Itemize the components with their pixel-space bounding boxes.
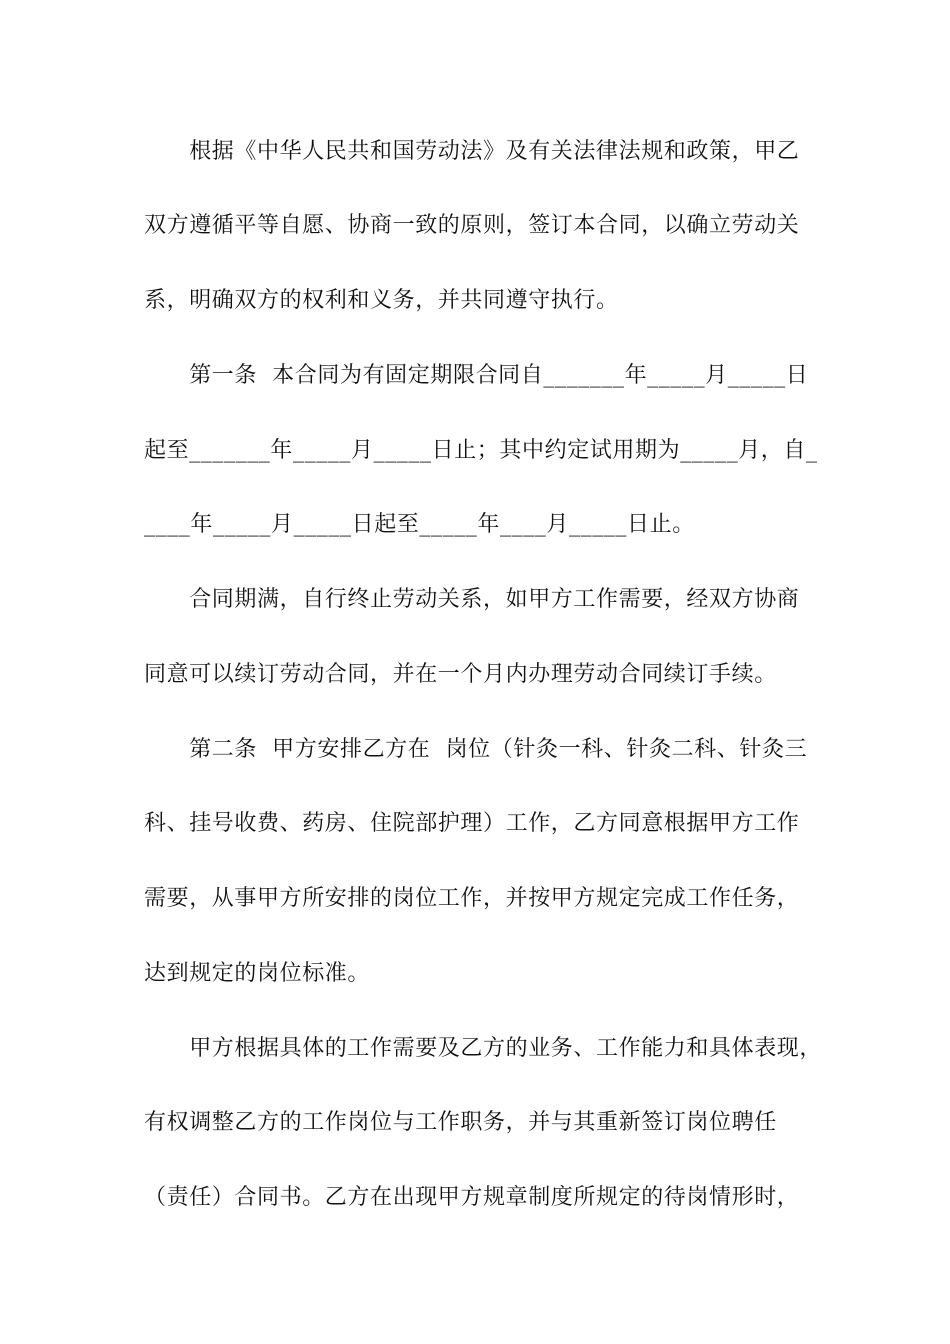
text-line: 达到规定的岗位标准。 <box>144 961 371 986</box>
text-line: 双方遵循平等自愿、协商一致的原则，签订本合同，以确立劳动关 <box>144 213 800 238</box>
text-line: 合同期满，自行终止劳动关系，如甲方工作需要，经双方协商 <box>144 587 800 612</box>
text-line: 起至_______年_____月_____日止；其中约定试用期为_____月，自_ <box>144 438 818 463</box>
text-line: 同意可以续订劳动合同，并在一个月内办理劳动合同续订手续。 <box>144 662 777 687</box>
text-line: 第一条 本合同为有固定期限合同自_______年_____月_____日 <box>144 363 809 388</box>
text-line: 甲方根据具体的工作需要及乙方的业务、工作能力和具体表现， <box>144 1036 823 1061</box>
text-line: ____年_____月_____日起至_____年____月_____日止。 <box>144 512 695 537</box>
text-line: 根据《中华人民共和国劳动法》及有关法律法规和政策，甲乙 <box>144 139 800 164</box>
text-line: 第二条 甲方安排乙方在 岗位（针灸一科、针灸二科、针灸三 <box>144 737 808 762</box>
text-line: 需要，从事甲方所安排的岗位工作，并按甲方规定完成工作任务， <box>144 886 800 911</box>
text-line: 科、挂号收费、药房、住院部护理）工作，乙方同意根据甲方工作 <box>144 811 800 836</box>
text-line: （责任）合同书。乙方在出现甲方规章制度所规定的待岗情形时， <box>144 1185 800 1210</box>
text-line: 系，明确双方的权利和义务，并共同遵守执行。 <box>144 288 619 313</box>
text-line: 有权调整乙方的工作岗位与工作职务，并与其重新签订岗位聘任 <box>144 1110 777 1135</box>
